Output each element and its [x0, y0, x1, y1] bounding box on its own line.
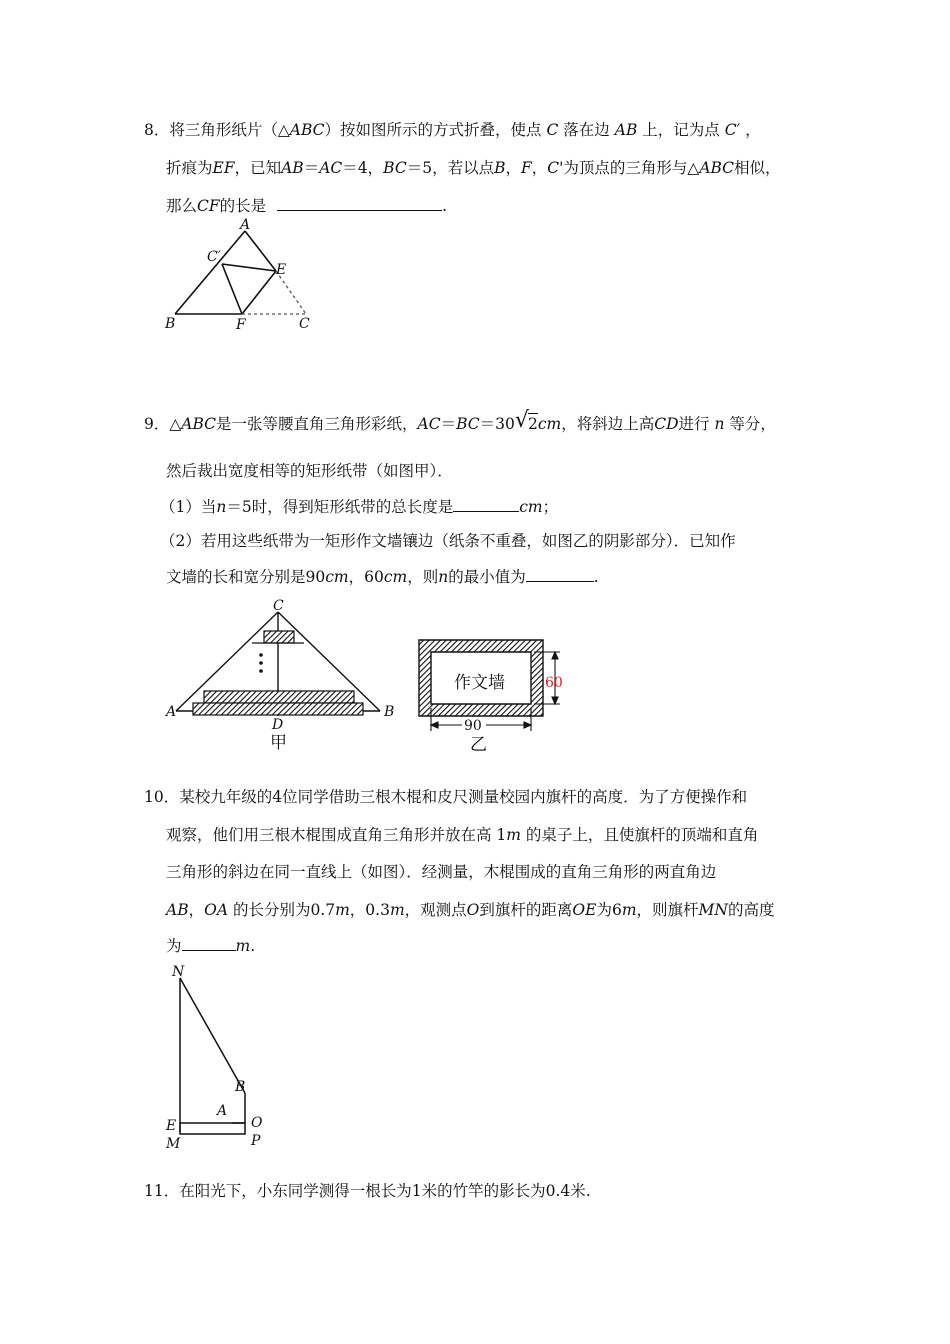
q9-dot-2	[259, 661, 263, 665]
q8-label-e: E	[276, 262, 287, 278]
q9-number: 9．	[144, 415, 170, 433]
q10-line1: 10．某校九年级的4位同学借助三根木棍和皮尺测量校园内旗杆的高度．为了方便操作和	[144, 788, 748, 806]
q10-line5: 为 m.	[166, 937, 256, 955]
q9-top-strip	[264, 631, 294, 643]
q9-label-d: D	[272, 717, 284, 733]
q9-part1: （1）当n＝5时，得到矩形纸带的总长度是 cm；	[160, 498, 559, 516]
q9-dot-1	[259, 653, 263, 657]
q9-line2: 然后裁出宽度相等的矩形纸带（如图甲）．	[166, 462, 453, 480]
q8-label-a: A	[240, 218, 251, 233]
q8-line3: 那么CF的长是 .	[166, 197, 448, 215]
q9-figure-jia	[162, 598, 402, 753]
q10-line2: 观察，他们用三根木棍围成直角三角形并放在高 1m 的桌子上，且使旗杆的顶端和直角	[166, 826, 759, 844]
q9-part2-cont: 文墙的长和宽分别是90cm，60cm，则n的最小值为 .	[166, 568, 599, 586]
q8-number: 8．	[144, 121, 170, 139]
q9-strip-1	[193, 703, 363, 715]
q9-caption-jia: 甲	[270, 733, 287, 753]
q9-part2: （2）若用这些纸带为一矩形作文墙镶边（纸条不重叠，如图乙的阴影部分）．已知作	[160, 532, 736, 550]
q9-wall-label: 作文墙	[454, 673, 505, 693]
q8-figure	[160, 218, 330, 336]
q10-label-n: N	[172, 964, 185, 980]
q8-line2: 折痕为EF，已知AB＝AC＝4，BC＝5，若以点B，F，C'为顶点的三角形与△ABC相似，	[166, 159, 781, 177]
q8-label-c: C	[299, 316, 310, 332]
q9-label-a: A	[166, 704, 177, 720]
q10-figure	[160, 962, 270, 1152]
q9-figure-yi	[410, 636, 580, 754]
q10-label-e: E	[166, 1118, 177, 1134]
q10-number: 10．	[144, 788, 180, 806]
q8-edge-ae	[245, 231, 276, 271]
q8-edge-ba	[175, 231, 245, 314]
q10-label-m: M	[166, 1136, 181, 1152]
q10-label-b: B	[235, 1079, 246, 1095]
q9-dim-w-arrow-left	[431, 722, 438, 728]
q9-dim-h-arrow-down	[552, 697, 558, 704]
q8-line1: 8．将三角形纸片（△ABC）按如图所示的方式折叠，使点 C 落在边 AB 上，记为点 C′ ，	[144, 121, 761, 139]
q9-dim-h-arrow-up	[552, 652, 558, 659]
q10-line4: AB，OA 的长分别为0.7m，0.3m，观测点O到旗杆的距离OE为6m，则旗杆MN的高度	[166, 901, 775, 919]
q9-dim-h-value: 60	[545, 675, 563, 691]
q9-caption-yi: 乙	[470, 735, 487, 754]
q9-answer-blank-2[interactable]	[526, 567, 594, 582]
q8-edge-fe	[242, 271, 276, 314]
q8-edge-cpe	[222, 264, 276, 271]
q9-label-c: C	[273, 598, 284, 614]
q10-label-p: P	[251, 1133, 261, 1149]
q8-label-f: F	[236, 317, 246, 333]
q10-label-o: O	[251, 1115, 263, 1131]
q9-strip-2	[204, 691, 354, 703]
q10-sightline-nb	[180, 978, 245, 1093]
sqrt-symbol: √	[514, 408, 529, 433]
q11-line1: 11．在阳光下，小东同学测得一根长为1米的竹竿的影长为0.4米.	[144, 1182, 591, 1200]
q10-answer-blank[interactable]	[182, 936, 236, 951]
q8-answer-blank[interactable]	[277, 196, 442, 211]
q9-line1: 9．△ABC是一张等腰直角三角形彩纸，AC＝BC＝30√2cm，将斜边上高CD进行 n 等分，	[144, 408, 776, 433]
q10-line3: 三角形的斜边在同一直线上（如图）．经测量，木棍围成的直角三角形的两直角边	[166, 863, 717, 881]
q9-dot-3	[259, 669, 263, 673]
q10-table	[180, 1123, 245, 1134]
q10-label-a: A	[217, 1103, 228, 1119]
q9-label-b: B	[384, 704, 395, 720]
q9-answer-blank-1[interactable]	[453, 497, 519, 512]
q9-dim-w-arrow-right	[524, 722, 531, 728]
q8-label-cprime: C′	[207, 249, 221, 265]
q8-edge-cpf	[222, 264, 242, 314]
q9-dim-w-value: 90	[464, 718, 482, 734]
q8-label-b: B	[165, 316, 176, 332]
q11-number: 11．	[144, 1182, 180, 1200]
